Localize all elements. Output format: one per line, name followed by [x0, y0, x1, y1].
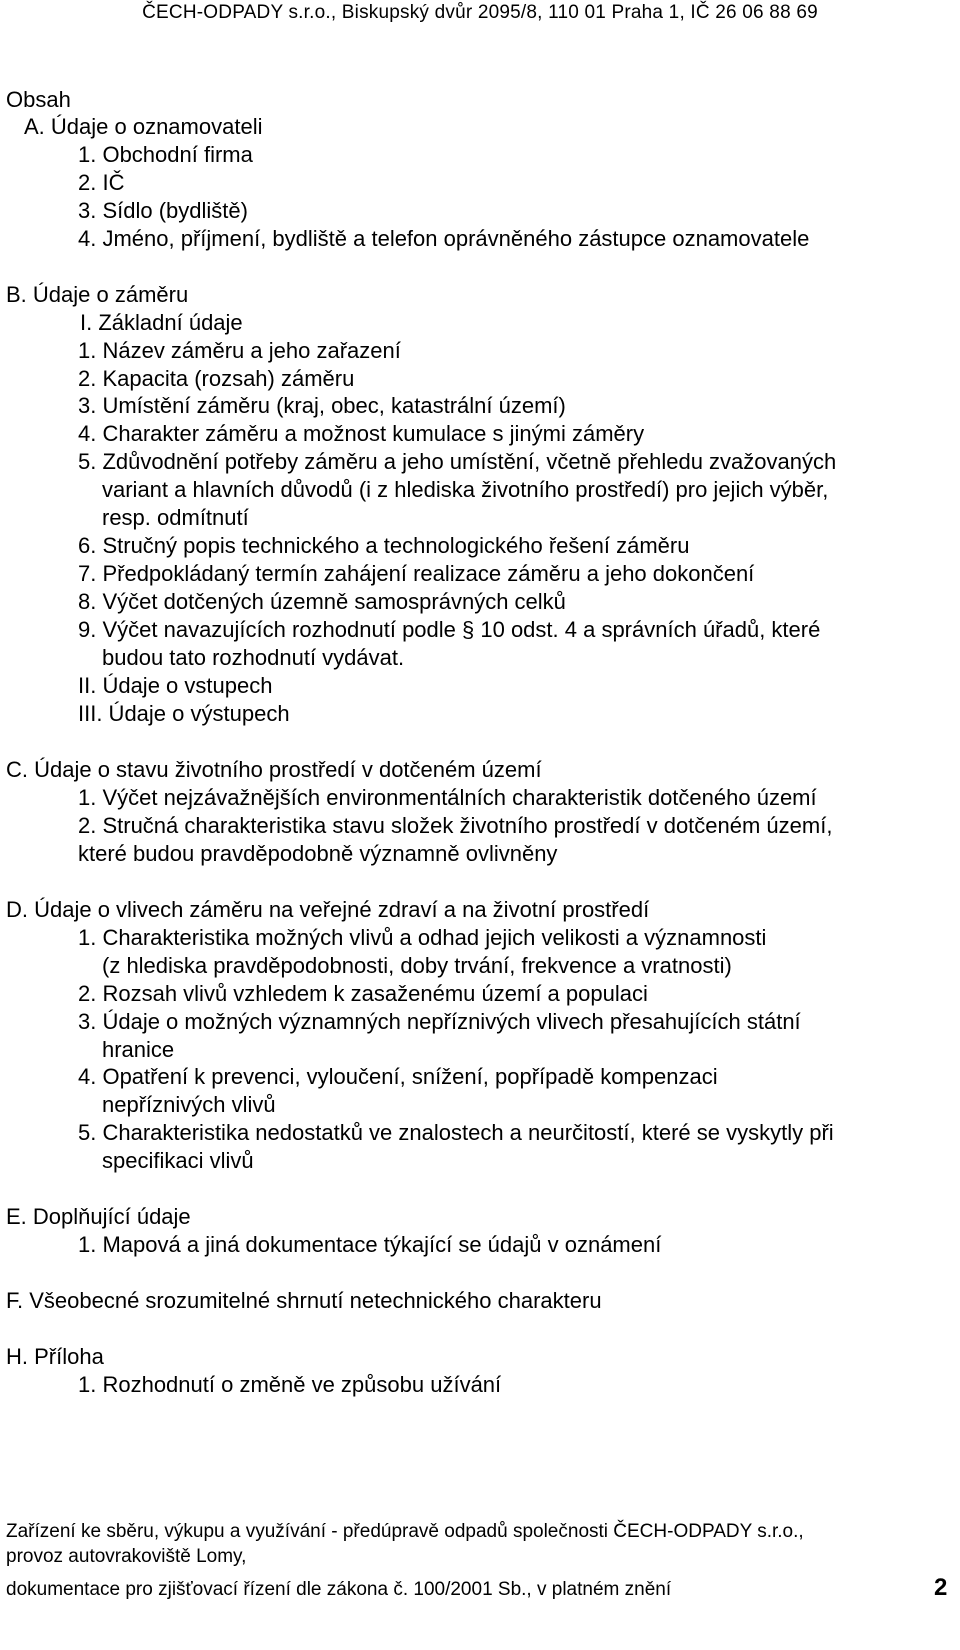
section-c-heading: C. Údaje o stavu životního prostředí v dotčeném území — [6, 757, 542, 782]
list-item-continuation: nepříznivých vlivů — [102, 1092, 276, 1117]
list-item: 1. Charakteristika možných vlivů a odhad jejich velikosti a významnosti — [78, 925, 767, 950]
footer-line-1: Zařízení ke sběru, výkupu a využívání - předúpravě odpadů společnosti ČECH-ODPADY s.r.o., — [6, 1521, 804, 1542]
list-item: 5. Charakteristika nedostatků ve znalostech a neurčitostí, které se vyskytly při — [78, 1120, 834, 1145]
list-item: 3. Sídlo (bydliště) — [78, 198, 248, 223]
list-item-continuation: budou tato rozhodnutí vydávat. — [102, 645, 405, 670]
list-item: 4. Jméno, příjmení, bydliště a telefon oprávněného zástupce oznamovatele — [78, 226, 810, 251]
footer-line-3: dokumentace pro zjišťovací řízení dle zákona č. 100/2001 Sb., v platném znění — [6, 1579, 672, 1600]
list-item: 8. Výčet dotčených územně samosprávných celků — [78, 589, 566, 614]
list-item: 4. Charakter záměru a možnost kumulace s jinými záměry — [78, 421, 645, 446]
list-item-continuation: variant a hlavních důvodů (i z hlediska životního prostředí) pro jejich výběr, — [102, 477, 829, 502]
section-h-heading: H. Příloha — [6, 1344, 104, 1369]
section-b-subheading-i: I. Základní údaje — [80, 310, 243, 335]
section-f-heading: F. Všeobecné srozumitelné shrnutí netechnického charakteru — [6, 1288, 602, 1313]
list-item-continuation: (z hlediska pravděpodobnosti, doby trvání, frekvence a vratnosti) — [102, 953, 732, 978]
list-item: 4. Opatření k prevenci, vyloučení, snížení, popřípadě kompenzaci — [78, 1064, 718, 1089]
list-item: 3. Umístění záměru (kraj, obec, katastrální území) — [78, 393, 566, 418]
section-b-subheading-iii: III. Údaje o výstupech — [78, 701, 290, 726]
page-number: 2 — [934, 1574, 948, 1601]
section-e-heading: E. Doplňující údaje — [6, 1204, 191, 1229]
list-item: 1. Název záměru a jeho zařazení — [78, 338, 401, 363]
section-a-heading: A. Údaje o oznamovateli — [24, 114, 263, 139]
section-b-subheading-ii: II. Údaje o vstupech — [78, 673, 273, 698]
list-item: 2. Stručná charakteristika stavu složek životního prostředí v dotčeném území, — [78, 813, 833, 838]
list-item: 6. Stručný popis technického a technologického řešení záměru — [78, 533, 690, 558]
footer-line-2: provoz autovrakoviště Lomy, — [6, 1546, 247, 1567]
list-item: 9. Výčet navazujících rozhodnutí podle § 10 odst. 4 a správních úřadů, které — [78, 617, 821, 642]
contents-title: Obsah — [6, 87, 71, 112]
list-item: 5. Zdůvodnění potřeby záměru a jeho umístění, včetně přehledu zvažovaných — [78, 449, 837, 474]
list-item: 1. Výčet nejzávažnějších environmentálních charakteristik dotčeného území — [78, 785, 817, 810]
list-item: 2. Kapacita (rozsah) záměru — [78, 366, 355, 391]
list-item: 7. Předpokládaný termín zahájení realizace záměru a jeho dokončení — [78, 561, 755, 586]
list-item: 1. Mapová a jiná dokumentace týkající se údajů v oznámení — [78, 1232, 662, 1257]
list-item-continuation: specifikaci vlivů — [102, 1148, 254, 1173]
list-item-continuation: které budou pravděpodobně významně ovlivněny — [78, 841, 558, 866]
list-item: 1. Obchodní firma — [78, 142, 253, 167]
section-b-heading: B. Údaje o záměru — [6, 282, 189, 307]
list-item: 3. Údaje o možných významných nepříznivých vlivech přesahujících státní — [78, 1009, 801, 1034]
list-item: 1. Rozhodnutí o změně ve způsobu užívání — [78, 1372, 502, 1397]
list-item-continuation: hranice — [102, 1037, 175, 1062]
list-item: 2. Rozsah vlivů vzhledem k zasaženému území a populaci — [78, 981, 648, 1006]
list-item: 2. IČ — [78, 170, 125, 195]
list-item-continuation: resp. odmítnutí — [102, 505, 249, 530]
page-header: ČECH-ODPADY s.r.o., Biskupský dvůr 2095/8, 110 01 Praha 1, IČ 26 06 88 69 — [142, 2, 818, 23]
section-d-heading: D. Údaje o vlivech záměru na veřejné zdraví a na životní prostředí — [6, 897, 650, 922]
